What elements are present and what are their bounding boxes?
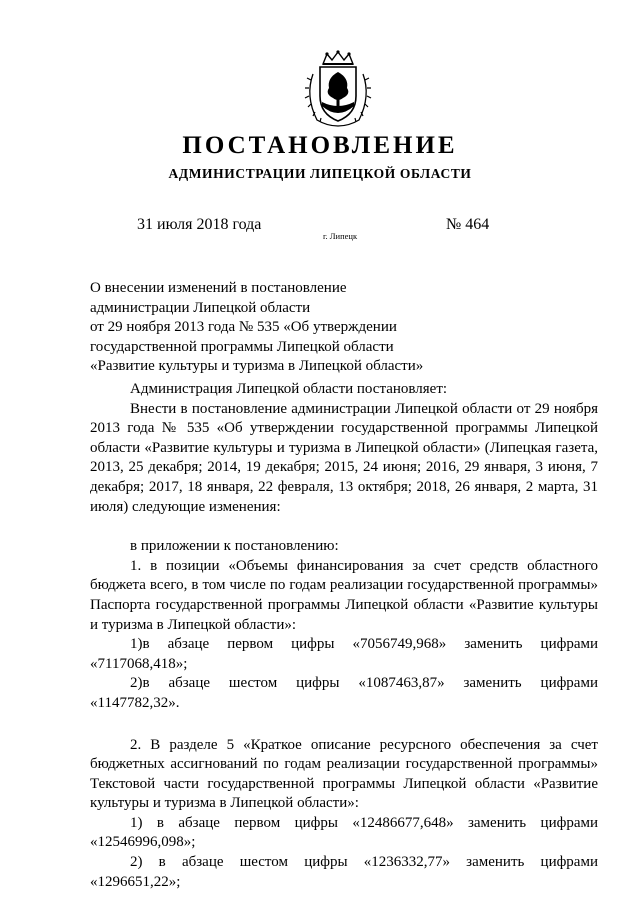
body-paragraph: 1)в абзаце первом цифры «7056749,968» заменить цифрами «7117068,418»; (90, 636, 598, 672)
subject-line: «Развитие культуры и туризма в Липецкой области» (90, 358, 424, 375)
subject-line: администрации Липецкой области (90, 299, 311, 316)
document-number: № 464 (446, 216, 490, 233)
body-paragraph: 2. В разделе 5 «Краткое описание ресурсного обеспечения за счет бюджетных ассигнований по годам реализации государственной программы» Текстовой части государственной программы Липецкой области «Развитие культуры и туризма в Липецкой области»: (90, 736, 598, 812)
document-body (90, 380, 598, 892)
subject-line: О внесении изменений в постановление (90, 280, 347, 296)
document-date: 31 июля 2018 года (137, 216, 262, 233)
page-title: ПОСТАНОВЛЕНИЕ (182, 132, 458, 159)
body-paragraph: 1) в абзаце первом цифры «12486677,648» заменить цифрами «12546996,098»; (90, 814, 598, 851)
document-subject (90, 279, 510, 377)
body-paragraph: 2) в абзаце шестом цифры «1236332,77» заменить цифрами «1296651,22»; (90, 854, 598, 890)
subject-line: государственной программы Липецкой области (90, 338, 394, 355)
coat-of-arms-icon (303, 50, 373, 128)
document-city: г. Липецк (323, 231, 358, 241)
body-paragraph: Администрация Липецкой области постановляет: (130, 381, 448, 397)
body-paragraph: в приложении к постановлению: (130, 538, 339, 555)
issuing-authority: АДМИНИСТРАЦИИ ЛИПЕЦКОЙ ОБЛАСТИ (168, 166, 472, 181)
body-paragraph: 2)в абзаце шестом цифры «1087463,87» заменить цифрами «1147782,32». (90, 675, 598, 711)
body-paragraph: 1. в позиции «Объемы финансирования за счет средств областного бюджета всего, в том числе по годам реализации государственной программы» Паспорта государственной программы Липецкой области «Развитие культуры и туризма в Липецкой области»: (90, 557, 598, 633)
body-paragraph: Внести в постановление администрации Липецкой области от 29 ноября 2013 года № 535 «Об утверждении государственной программы Липецкой области «Развитие культуры и туризма в Липецкой области» (Липецкая газета, 2013, 25 декабря; 2014, 19 декабря; 2015, 24 июня; 2016, 29 января, 3 июня, 7 декабря; 2017, 18 января, 22 февраля, 13 октября; 2018, 26 января, 2 марта, 31 июля) следующие изменения: (90, 400, 598, 515)
subject-line: от 29 ноября 2013 года № 535 «Об утверждении (90, 319, 397, 336)
